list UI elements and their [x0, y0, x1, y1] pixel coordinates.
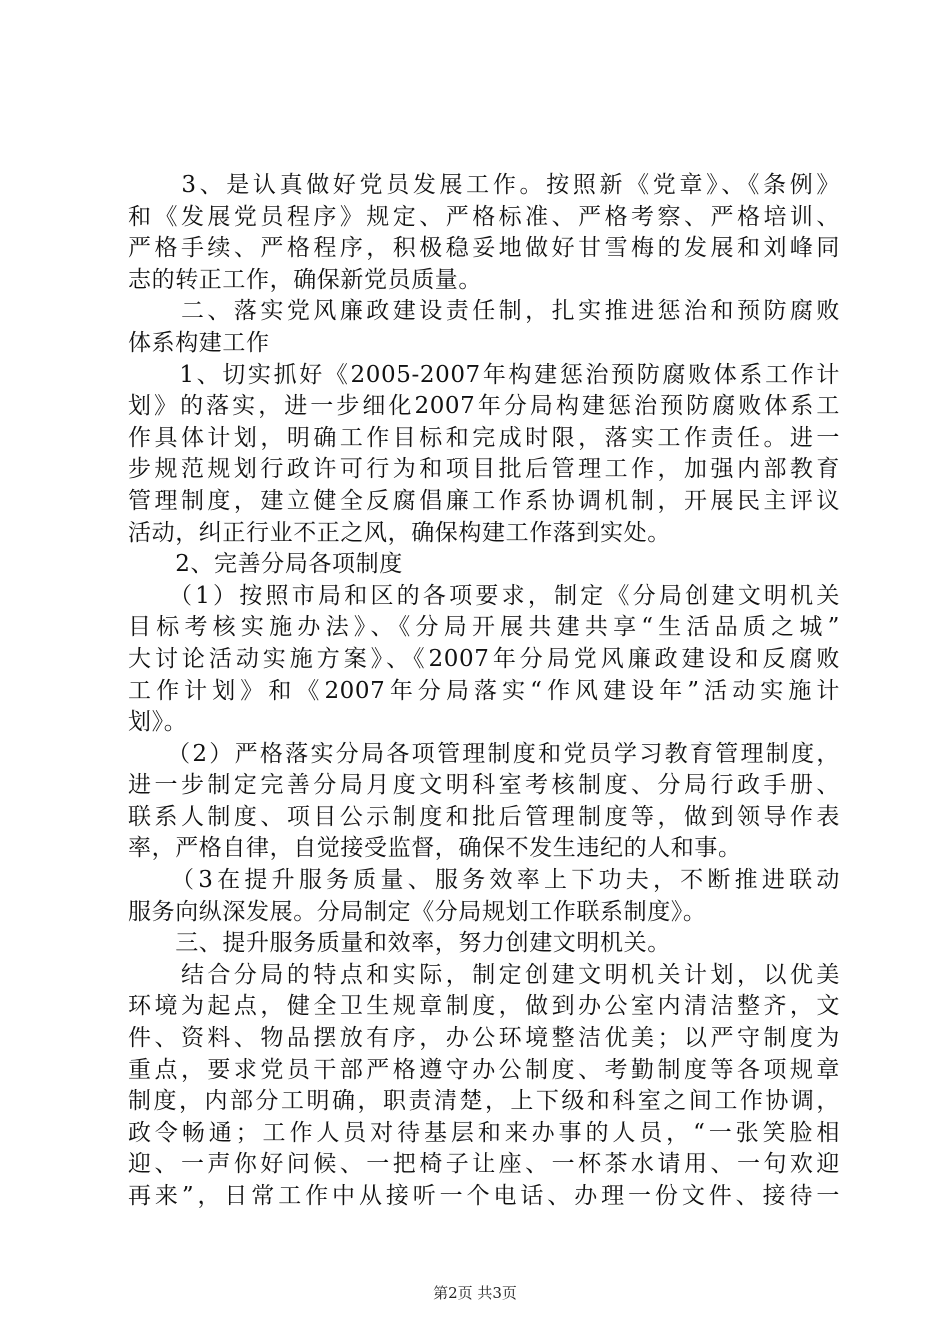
- text-line: 率，严格自律，自觉接受监督，确保不发生违纪的人和事。: [128, 835, 742, 862]
- text-line: 志的转正工作，确保新党员质量。: [128, 266, 482, 293]
- text-line: 和《发展党员程序》规定、严格标准、严格考察、严格培训、: [128, 203, 840, 230]
- text-line: 步规范规划行政许可行为和项目批后管理工作，加强内部教育: [128, 456, 840, 483]
- text-line: 目标考核实施办法》、《分局开展共建共享“生活品质之城”: [128, 614, 840, 641]
- text-line: 体系构建工作: [128, 329, 270, 356]
- text-line: 划》。: [128, 709, 188, 736]
- document-body: [128, 170, 840, 1213]
- text-line: （3在提升服务质量、服务效率上下功夫，不断推进联动: [128, 867, 840, 894]
- text-line: 划》的落实，进一步细化2007年分局构建惩治预防腐败体系工: [128, 393, 840, 420]
- text-line: 迎、一声你好问候、一把椅子让座、一杯茶水请用、一句欢迎: [128, 1151, 840, 1178]
- text-line: 管理制度，建立健全反腐倡廉工作系协调机制，开展民主评议: [128, 487, 840, 514]
- text-line: 1、切实抓好《2005-2007年构建惩治预防腐败体系工作计: [128, 361, 840, 388]
- text-line: 制度，内部分工明确，职责清楚，上下级和科室之间工作协调，: [128, 1088, 840, 1115]
- text-line: 进一步制定完善分局月度文明科室考核制度、分局行政手册、: [128, 772, 840, 799]
- text-line: （1）按照市局和区的各项要求，制定《分局创建文明机关: [128, 582, 840, 609]
- text-line: 政令畅通；工作人员对待基层和来办事的人员，“一张笑脸相: [128, 1119, 840, 1146]
- text-line: 服务向纵深发展。分局制定《分局规划工作联系制度》。: [128, 898, 707, 925]
- text-line: 联系人制度、项目公示制度和批后管理制度等，做到领导作表: [128, 803, 840, 830]
- text-line: 环境为起点，健全卫生规章制度，做到办公室内清洁整齐，文: [128, 993, 840, 1020]
- text-line: 作具体计划，明确工作目标和完成时限，落实工作责任。进一: [128, 424, 840, 451]
- text-line: 再来”，日常工作中从接听一个电话、办理一份文件、接待一: [128, 1183, 840, 1209]
- text-line: 大讨论活动实施方案》、《2007年分局党风廉政建设和反腐败: [128, 645, 840, 672]
- text-line: 严格手续、严格程序，积极稳妥地做好甘雪梅的发展和刘峰同: [128, 235, 840, 262]
- text-line: 件、资料、物品摆放有序，办公环境整洁优美；以严守制度为: [128, 1025, 840, 1052]
- text-line: 二、落实党风廉政建设责任制，扎实推进惩治和预防腐败: [128, 298, 840, 325]
- text-line: 工作计划》和《2007年分局落实“作风建设年”活动实施计: [128, 677, 840, 704]
- text-line: 三、提升服务质量和效率，努力创建文明机关。: [128, 930, 671, 957]
- text-line: 2、完善分局各项制度: [128, 551, 403, 578]
- text-line: 3、是认真做好党员发展工作。按照新《党章》、《条例》: [128, 172, 840, 198]
- text-line: 活动，纠正行业不正之风，确保构建工作落到实处。: [128, 519, 671, 546]
- text-line: 重点，要求党员干部严格遵守办公制度、考勤制度等各项规章: [128, 1056, 840, 1083]
- text-line: （2）严格落实分局各项管理制度和党员学习教育管理制度，: [128, 740, 840, 767]
- text-line: 结合分局的特点和实际，制定创建文明机关计划，以优美: [128, 961, 840, 988]
- page-number-footer: 第2页 共3页: [433, 1284, 517, 1302]
